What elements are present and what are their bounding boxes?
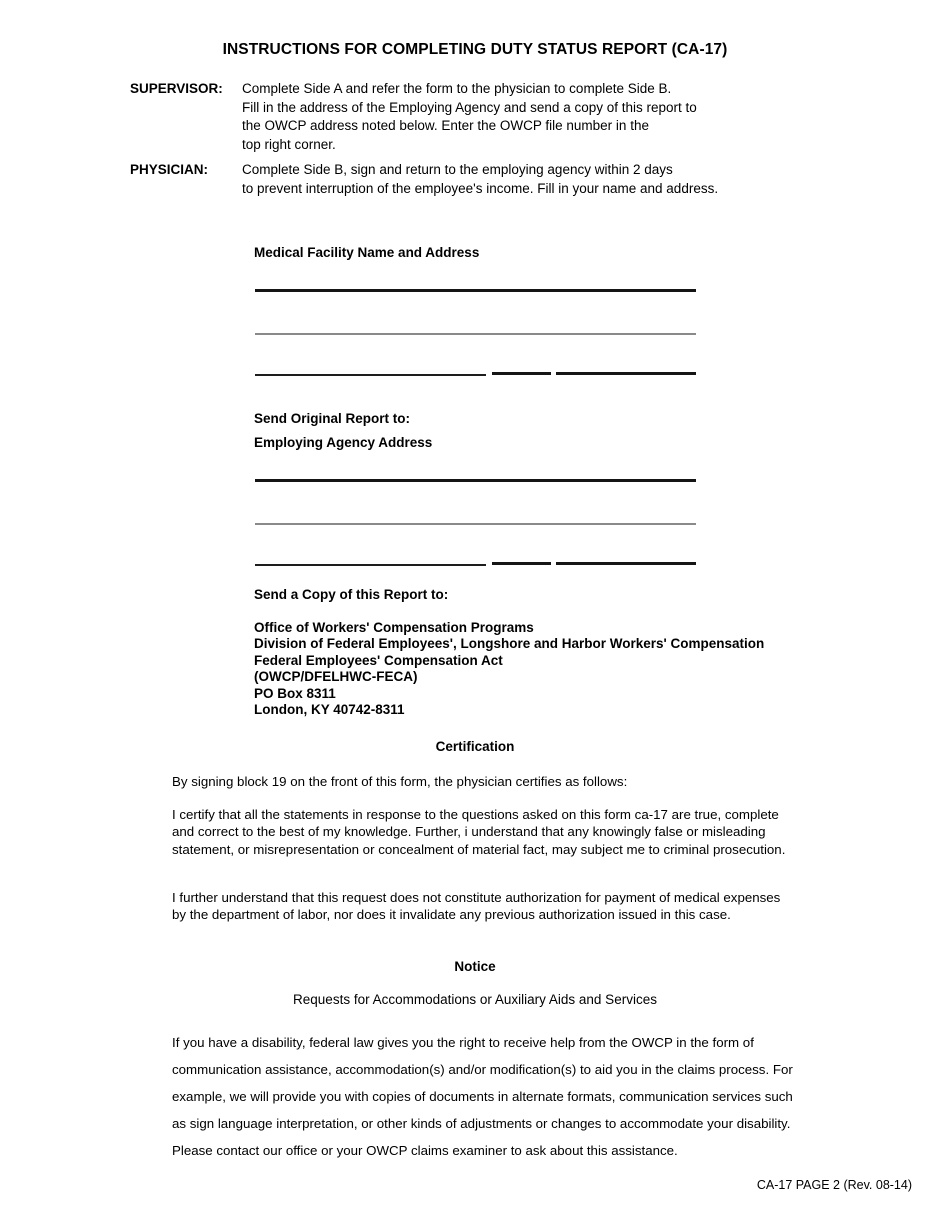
physician-instruction-block <box>130 161 830 198</box>
instruction-line: Complete Side B, sign and return to the employing agency within 2 days <box>242 162 673 177</box>
notice-paragraph: If you have a disability, federal law gives you the right to receive help from the OWCP in the form of communication assistance, accommodation(s) and/or modification(s) to aid you in the claims process. For example, we will provide you with copies of documents in alternate formats, communication services such as sign language interpretation, or other kinds of adjustments or changes to accommodate your disability. Please contact our office or your OWCP claims examiner to ask about this assistance. <box>172 1035 793 1158</box>
employing-agency-line-2[interactable] <box>255 523 696 525</box>
certification-paragraph-2: I further understand that this request does not constitute authorization for payment of medical expenses by the department of labor, nor does it invalidate any previous authorization issued in this case. <box>172 890 781 923</box>
medical-facility-line-2[interactable] <box>255 333 696 335</box>
instruction-line: Fill in the address of the Employing Agency and send a copy of this report to <box>242 99 697 115</box>
certification-intro: By signing block 19 on the front of this form, the physician certifies as follows: <box>172 774 628 789</box>
instruction-line: Complete Side A and refer the form to the physician to complete Side B. <box>242 81 672 96</box>
owcp-address-line: Federal Employees' Compensation Act <box>254 652 503 668</box>
medical-facility-city-line[interactable] <box>255 374 486 376</box>
owcp-address-line: PO Box 8311 <box>254 685 336 701</box>
certification-paragraph-1: I certify that all the statements in response to the questions asked on this form ca-17 are true, complete and correct to the best of my knowledge. Further, i understand that any knowingly false or misleading statement, or misrepresentation or concealment of material fact, may subject me to criminal prosecution. <box>172 807 786 857</box>
medical-facility-heading: Medical Facility Name and Address <box>254 245 480 260</box>
medical-facility-zip-line[interactable] <box>556 372 696 375</box>
employing-agency-address-heading: Employing Agency Address <box>254 435 433 450</box>
instruction-line: the OWCP address noted below. Enter the OWCP file number in the <box>242 118 649 133</box>
supervisor-instruction-block <box>130 80 830 154</box>
notice-heading: Notice <box>454 959 496 974</box>
certification-heading: Certification <box>435 739 515 754</box>
send-copy-heading: Send a Copy of this Report to: <box>254 587 449 602</box>
notice-subheading: Requests for Accommodations or Auxiliary Aids and Services <box>293 992 657 1007</box>
employing-agency-zip-line[interactable] <box>556 562 696 565</box>
page-title: INSTRUCTIONS FOR COMPLETING DUTY STATUS REPORT (CA-17) <box>222 41 728 58</box>
medical-facility-line-1[interactable] <box>255 289 696 292</box>
page-footer: CA-17 PAGE 2 (Rev. 08-14) <box>756 1178 912 1192</box>
medical-facility-state-line[interactable] <box>492 372 551 375</box>
supervisor-label: SUPERVISOR: <box>130 81 223 96</box>
employing-agency-state-line[interactable] <box>492 562 551 565</box>
instruction-row <box>130 80 830 154</box>
owcp-address-line: Office of Workers' Compensation Programs <box>254 620 534 635</box>
instruction-line: top right corner. <box>242 136 336 152</box>
owcp-address-line: London, KY 40742-8311 <box>254 702 405 718</box>
instruction-line: to prevent interruption of the employee's income. Fill in your name and address. <box>242 180 719 196</box>
instruction-row <box>130 161 830 198</box>
owcp-address-block <box>254 620 764 718</box>
employing-agency-city-line[interactable] <box>255 564 486 566</box>
owcp-address-line: (OWCP/DFELHWC-FECA) <box>254 669 418 685</box>
employing-agency-line-1[interactable] <box>255 479 696 482</box>
send-original-report-heading: Send Original Report to: <box>254 411 411 426</box>
owcp-address-line: Division of Federal Employees', Longshore and Harbor Workers' Compensation <box>254 636 765 652</box>
physician-instruction-text <box>242 161 830 198</box>
physician-label: PHYSICIAN: <box>130 162 209 177</box>
supervisor-instruction-text <box>242 80 830 154</box>
